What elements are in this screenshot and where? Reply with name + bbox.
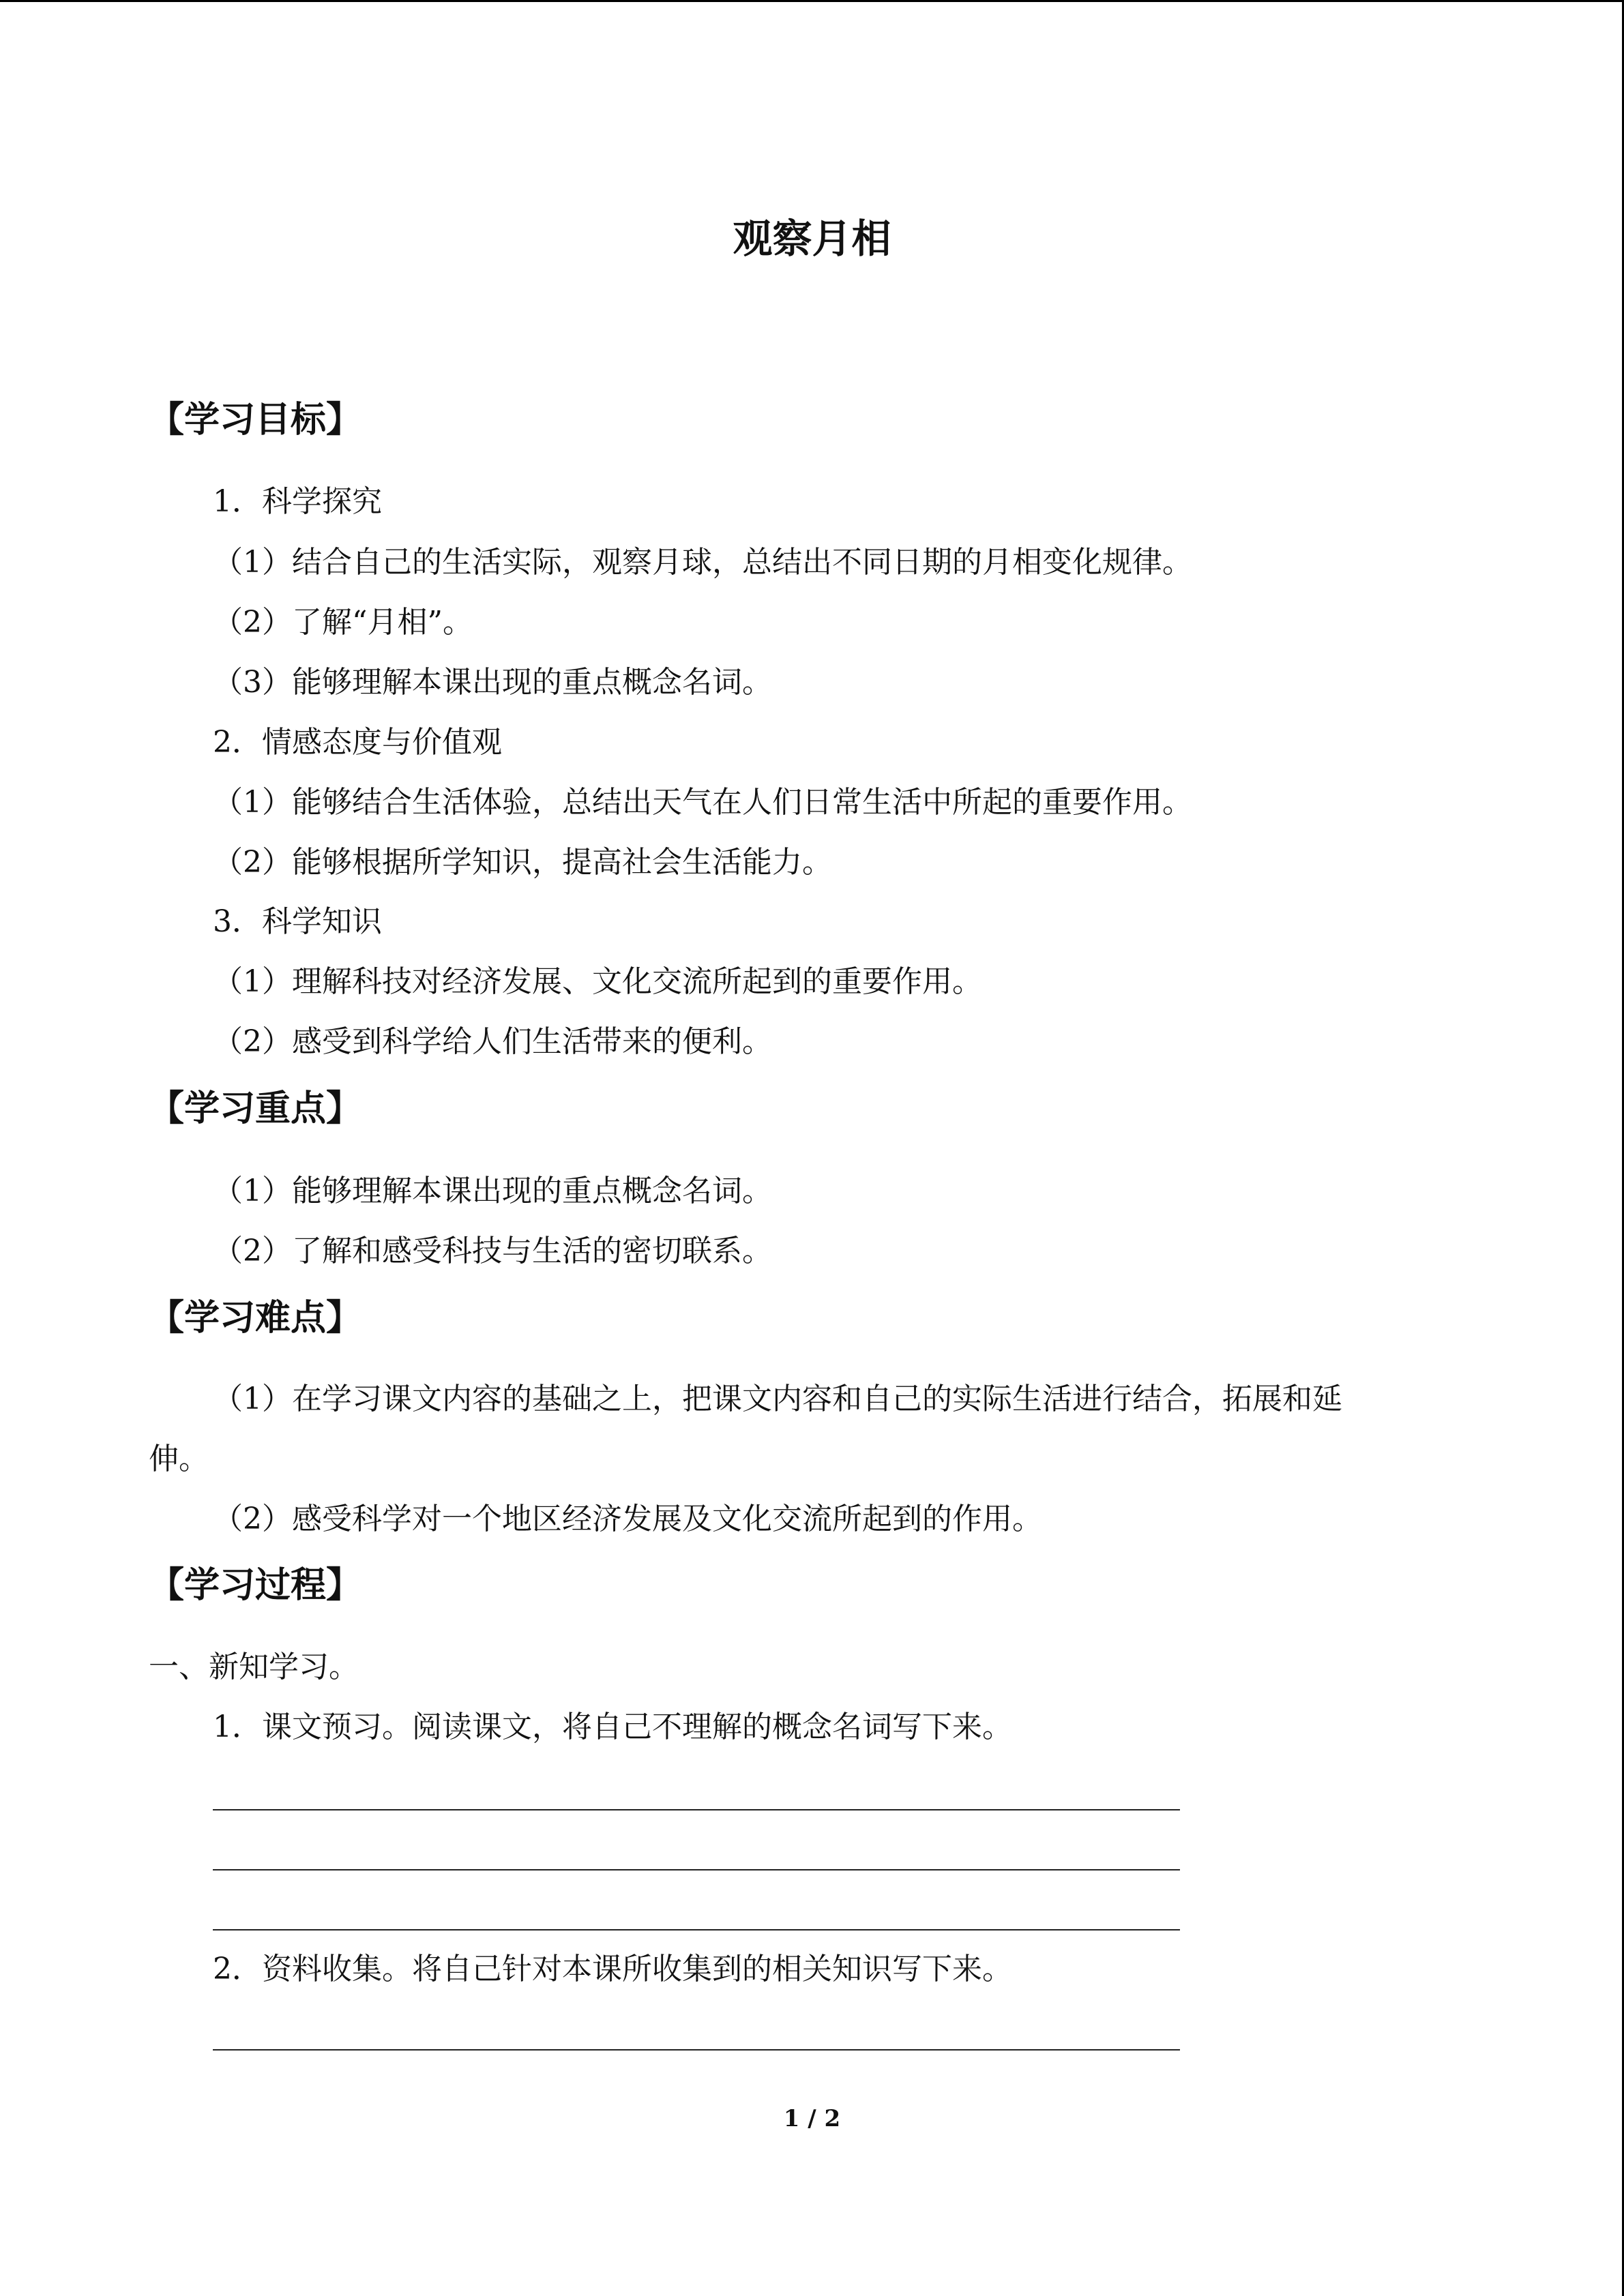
heading-process: 【学习过程】 xyxy=(149,1564,362,1606)
process-task-two: 2．资料收集。将自己针对本课所收集到的相关知识写下来。 xyxy=(213,1952,1012,1986)
difficulties-line: （2）感受科学对一个地区经济发展及文化交流所起到的作用。 xyxy=(213,1502,1042,1536)
process-task-one: 1．课文预习。阅读课文，将自己不理解的概念名词写下来。 xyxy=(213,1710,1012,1744)
answer-line xyxy=(213,1929,1180,1930)
page-number: 1 / 2 xyxy=(783,2105,841,2132)
objectives-line: （3）能够理解本课出现的重点概念名词。 xyxy=(213,665,772,700)
difficulties-line-continued: 伸。 xyxy=(149,1442,209,1476)
answer-line xyxy=(213,2049,1180,2051)
objectives-line: （1）结合自己的生活实际，观察月球，总结出不同日期的月相变化规律。 xyxy=(213,545,1192,580)
answer-line xyxy=(213,1869,1180,1870)
heading-difficulties: 【学习难点】 xyxy=(149,1297,362,1339)
page-title: 观察月相 xyxy=(733,215,891,262)
heading-key-points: 【学习重点】 xyxy=(149,1088,362,1129)
page-border-top xyxy=(0,0,1624,2)
objectives-line: （2）感受到科学给人们生活带来的便利。 xyxy=(213,1024,772,1059)
objectives-line: （2）了解“月相”。 xyxy=(213,605,473,640)
difficulties-line: （1）在学习课文内容的基础之上，把课文内容和自己的实际生活进行结合，拓展和延 xyxy=(213,1382,1342,1416)
objectives-line: 3．科学知识 xyxy=(213,904,382,939)
key-points-line: （1）能够理解本课出现的重点概念名词。 xyxy=(213,1174,772,1208)
key-points-line: （2）了解和感受科技与生活的密切联系。 xyxy=(213,1234,772,1268)
objectives-line: 1．科学探究 xyxy=(213,484,382,519)
objectives-line: （2）能够根据所学知识，提高社会生活能力。 xyxy=(213,845,832,880)
objectives-line: 2．情感态度与价值观 xyxy=(213,725,502,760)
process-part-one: 一、新知学习。 xyxy=(149,1650,359,1684)
objectives-line: （1）能够结合生活体验，总结出天气在人们日常生活中所起的重要作用。 xyxy=(213,785,1192,820)
objectives-line: （1）理解科技对经济发展、文化交流所起到的重要作用。 xyxy=(213,964,982,999)
answer-line xyxy=(213,1809,1180,1810)
heading-objectives: 【学习目标】 xyxy=(149,399,362,441)
